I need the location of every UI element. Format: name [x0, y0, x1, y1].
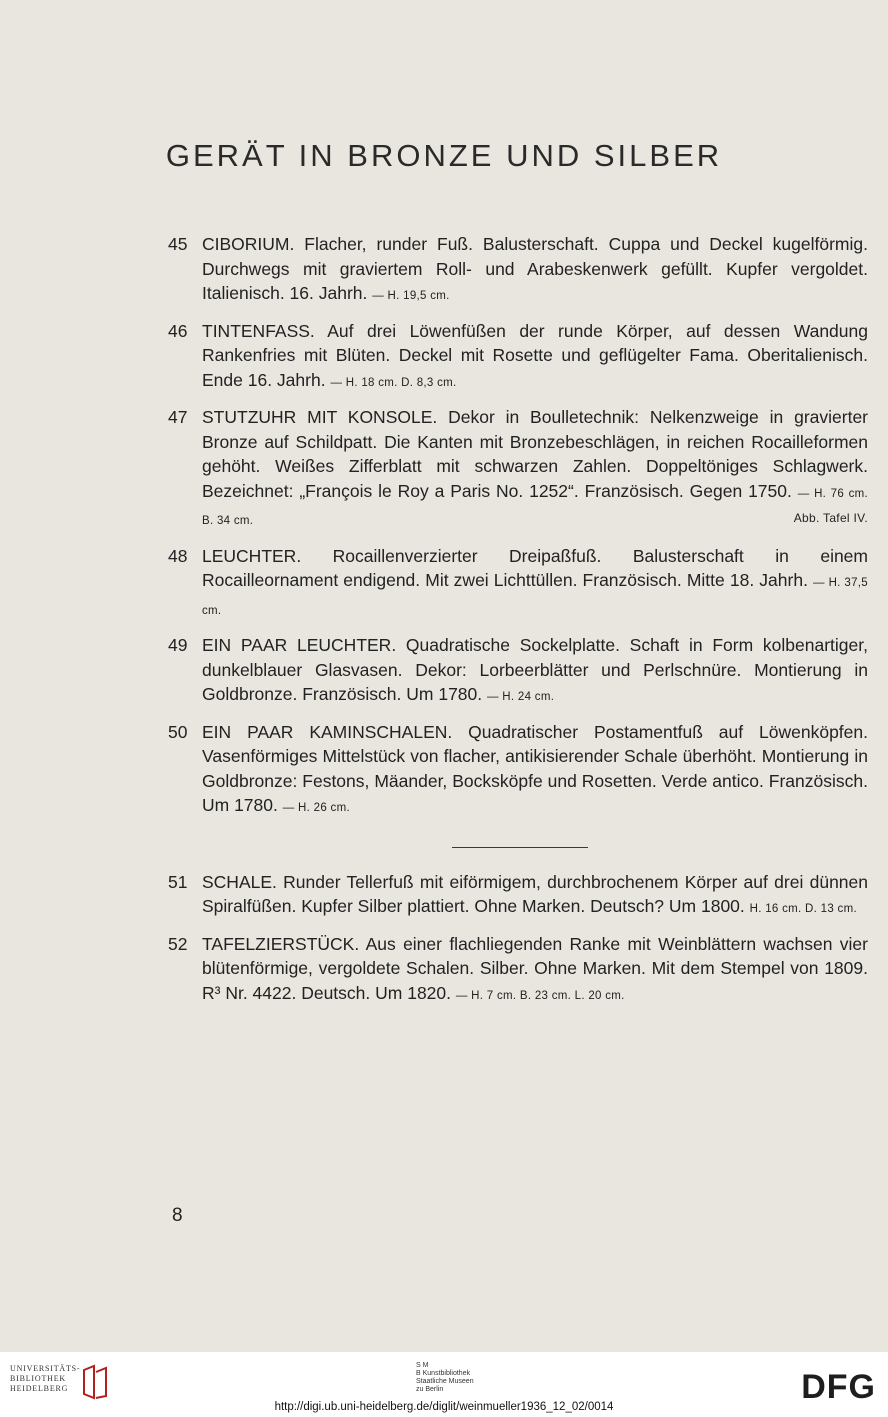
ub-heidelberg-logo[interactable] — [10, 1364, 120, 1400]
entry-group-bronze — [168, 232, 868, 821]
entry-number: 51 — [168, 871, 188, 892]
footer-bar — [0, 1352, 888, 1417]
catalog-entry — [168, 405, 868, 534]
entry-number: 48 — [168, 545, 188, 566]
entry-dimensions: — H. 7 cm. B. 23 cm. L. 20 cm. — [455, 989, 625, 1002]
entry-description: EIN PAAR LEUCHTER. Quadratische Sockelplatte. Schaft in Form kolbenartiger, dunkelblauer Glasvasen. Dekor: Lorbeerblätter und Perlschnüre. Montierung in Goldbronze. Französisch. Um 1780. — [202, 635, 868, 704]
kb-line-2: B Kunstbibliothek — [416, 1370, 471, 1377]
entry-group-silver — [168, 870, 868, 1009]
catalog-entry — [168, 232, 868, 309]
catalog-entry — [168, 319, 868, 396]
catalog-entry — [168, 720, 868, 821]
dfg-logo[interactable]: DFG — [801, 1368, 876, 1406]
entry-dimensions: — H. 37,5 cm. — [202, 577, 868, 617]
entry-description: SCHALE. Runder Tellerfuß mit eiförmigem, durchbrochenem Körper auf drei dünnen Spiralfüßen. Kupfer Silber plattiert. Ohne Marken. Deutsch? Um 1800. — [202, 871, 868, 916]
entry-number: 50 — [168, 721, 188, 742]
catalog-entry — [168, 544, 868, 624]
kb-line-3: Staatliche Museen — [416, 1378, 474, 1385]
entry-number: 46 — [168, 320, 188, 341]
catalog-entry — [168, 870, 868, 922]
entry-description: STUTZUHR MIT KONSOLE. Dekor in Boulletechnik: Nelkenzweige in gravierter Bronze auf Schildpatt. Die Kanten mit Bronzebeschlägen, in reichen Rocailleformen gehöht. Weißes Zifferblatt mit schwarzen Zahlen. Doppeltöniges Schlagwerk. Bezeichnet: „François le Roy a Paris No. 1252“. Französisch. Gegen 1750. — [202, 407, 868, 501]
catalog-entries — [168, 232, 868, 1018]
ub-line-1: UNIVERSITÄTS- — [10, 1364, 81, 1373]
entry-dimensions: — H. 24 cm. — [487, 691, 555, 703]
entry-number: 45 — [168, 234, 188, 254]
ub-line-2: BIBLIOTHEK — [10, 1374, 66, 1383]
entry-dimensions: — H. 19,5 cm. — [372, 290, 450, 302]
entry-description: LEUCHTER. Rocaillenverzierter Dreipaßfuß. Balusterschaft in einem Rocailleornament endigend. Mit zwei Lichttüllen. Französisch. Mitte 18. Jahrh. — [202, 545, 868, 590]
kb-line-4: zu Berlin — [416, 1386, 444, 1393]
entry-number: 52 — [168, 933, 188, 954]
plate-reference: Abb. Tafel IV. — [793, 511, 868, 525]
entry-number: 47 — [168, 407, 188, 427]
entry-description: CIBORIUM. Flacher, runder Fuß. Balusterschaft. Cuppa und Deckel kugelförmig. Durchwegs mit graviertem Roll- und Arabeskenwerk gefüllt. Kupfer vergoldet. Italienisch. 16. Jahrh. — [202, 234, 868, 303]
ub-logo-text — [10, 1364, 80, 1394]
page-number: 8 — [172, 1205, 183, 1226]
entry-dimensions: — H. 76 cm. B. 34 cm. — [202, 487, 869, 527]
ub-emblem-icon — [80, 1364, 110, 1400]
entry-dimensions: H. 16 cm. D. 13 cm. — [749, 903, 857, 915]
entry-dimensions: — H. 18 cm. D. 8,3 cm. — [330, 376, 457, 389]
entry-number: 49 — [168, 635, 188, 655]
page-title: GERÄT IN BRONZE UND SILBER — [165, 138, 723, 173]
kb-line-1: S M — [416, 1362, 429, 1369]
ub-line-3: HEIDELBERG — [10, 1384, 69, 1393]
entry-description: TAFELZIERSTÜCK. Aus einer flachliegenden Ranke mit Weinblättern wachsen vier blütenförmige, vergoldete Schalen. Silber. Ohne Marken. Mit dem Stempel von 1809. R³ Nr. 4422. Deutsch. Um 1820. — [202, 933, 868, 1003]
entry-dimensions: — H. 26 cm. — [282, 802, 350, 814]
entry-description: TINTENFASS. Auf drei Löwenfüßen der runde Körper, auf dessen Wandung Rankenfries mit Blüten. Deckel mit Rosette und geflügelter Fama. Oberitalienisch. Ende 16. Jahrh. — [202, 320, 868, 390]
kunstbibliothek-logo[interactable] — [416, 1362, 474, 1394]
catalog-entry — [168, 932, 868, 1009]
entry-description: EIN PAAR KAMINSCHALEN. Quadratischer Postamentfuß auf Löwenköpfen. Vasenförmiges Mittelstück von flacher, antikisierender Schale überhöht. Montierung in Goldbronze: Festons, Mäander, Bocksköpfe und Rosetten. Verde antico. Französisch. Um 1780. — [202, 721, 868, 815]
source-url[interactable]: http://digi.ub.uni-heidelberg.de/diglit/weinmueller1936_12_02/0014 — [274, 1401, 614, 1413]
catalog-entry — [168, 633, 868, 710]
section-separator — [452, 847, 588, 848]
